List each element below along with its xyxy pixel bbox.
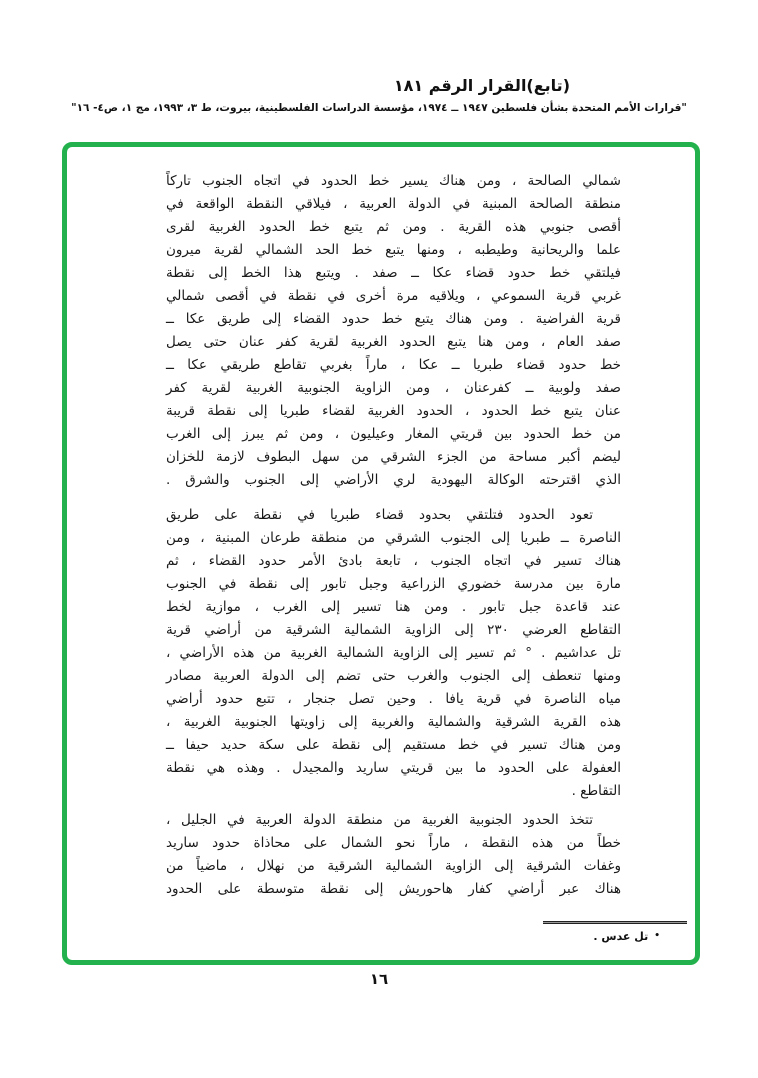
text-line: غربي قرية السموعي ، ويلاقيه مرة أخرى في نقطة في أقصى شمالي [166,288,621,304]
text-line: عند قاعدة جبل تابور . ومن هنا تسير إلى الغرب ، موازية لخط [166,599,621,615]
source-citation: "قرارات الأمم المتحدة بشأن فلسطين ١٩٤٧ ــ ١٩٧٤، مؤسسة الدراسات الفلسطينية، بيروت، ط ٣، ١٩٩٣، مج ١، ص٤- ١٦" [71,102,687,114]
text-line: من خط الحدود بين قريتي المغار وعيليون ، ومن ثم يبرز إلى الغرب [166,426,621,442]
paragraph [166,504,621,803]
footnote-bullet-icon: • [654,931,660,941]
text-line: تتخذ الحدود الجنوبية الغربية من منطقة الدولة العربية في الجليل ، [166,812,593,828]
footnote-text: تل عدس . [593,930,649,943]
text-line: هناك عبر أراضي كفار هاحوريش إلى نقطة متوسطة على الحدود [166,881,621,897]
text-line: أقصى جنوبي هذه القرية . ومن ثم يتبع خط الحدود الغربية لقرى [166,219,621,235]
text-line: العفولة على الحدود ما بين قريتي ساريد والمجيدل . وهذه هي نقطة [166,760,621,776]
page-number: ١٦ [369,970,389,988]
text-line: التقاطع العرضي ٢٣٠ إلى الزاوية الشمالية الشرقية من أراضي قرية [166,622,621,638]
text-line: ومن هناك تسير في خط مستقيم إلى نقطة على سكة حديد حيفا ــ [166,737,621,753]
text-line: الناصرة ــ طبريا إلى الجنوب الشرقي من منطقة طرعان المبنية ، ومن [166,530,621,546]
paragraph [166,809,621,901]
text-line: الذي اقترحته الوكالة اليهودية لري الأراضي إلى الجنوب والشرق . [166,472,621,488]
text-line: تعود الحدود فتلتقي بحدود قضاء طبريا في نقطة على طريق [166,507,593,523]
paragraph [166,170,621,492]
footnote [593,930,660,943]
text-line: خطاً من هذه النقطة ، ماراً نحو الشمال على محاذاة حدود ساريد [166,835,621,851]
text-line: التقاطع . [571,783,621,799]
text-line: هناك تسير في اتجاه الجنوب ، تابعة بادئ الأمر حدود القضاء ، ثم [166,553,621,569]
text-line: صفد ولوبية ــ كفرعنان ، ومن الزاوية الجنوبية الغربية لقرية كفر [166,380,621,396]
text-line: هذه القرية الشرقية والشمالية والغربية إلى زاويتها الجنوبية الغربية ، [166,714,621,730]
text-line: منطقة الصالحة المبنية في الدولة العربية ، فيلاقي النقطة الواقعة في [166,196,621,212]
text-line: علما والريحانية وطيطبه ، ومنها يتبع خط الحد الشمالي لقرية ميرون [166,242,621,258]
text-line: شمالي الصالحة ، ومن هناك يسير خط الحدود في اتجاه الجنوب تاركاً [166,173,621,189]
text-line: مارة بين مدرسة خضوري الزراعية وجبل تابور إلى نقطة في الجنوب [166,576,621,592]
text-line: عنان يتبع خط الحدود ، الحدود الغربية لقضاء طبريا إلى نقطة قريبة [166,403,621,419]
page-title: (تابع)القرار الرقم ١٨١ [393,76,570,95]
text-line: خط حدود قضاء طبريا ــ عكا ، ماراً بغربي تقاطع طريقي عكا ــ [166,357,621,373]
text-line: فيلتقي خط حدود قضاء عكا ــ صفد . ويتبع هذا الخط إلى نقطة [166,265,621,281]
footnote-separator [543,921,687,924]
text-line: ومنها تنعطف إلى الجنوب والغرب حتى تضم إلى الدولة العربية مصادر [166,668,621,684]
body-text [166,170,621,901]
text-line: مياه الناصرة في قرية يافا . وحين تصل جنجار ، تتبع حدود أراضي [166,691,621,707]
text-line: قرية الفراضية . ومن هناك يتبع خط حدود القضاء إلى طريق عكا ــ [166,311,621,327]
text-line: وغفات الشرقية إلى الزاوية الشمالية الشرقية من نهلال ، ماضياً من [166,858,621,874]
text-line: صفد العام ، ومن هنا يتبع الحدود الغربية لقرية كفر عنان حتى يصل [166,334,621,350]
text-line: ليضم أكبر مساحة من الجزء الشرقي من سهل البطوف لازمة للخزان [166,449,621,465]
text-line: تل عداشيم . ° ثم تسير إلى الزاوية الشمالية الغربية من هذه الأراضي ، [166,645,621,661]
